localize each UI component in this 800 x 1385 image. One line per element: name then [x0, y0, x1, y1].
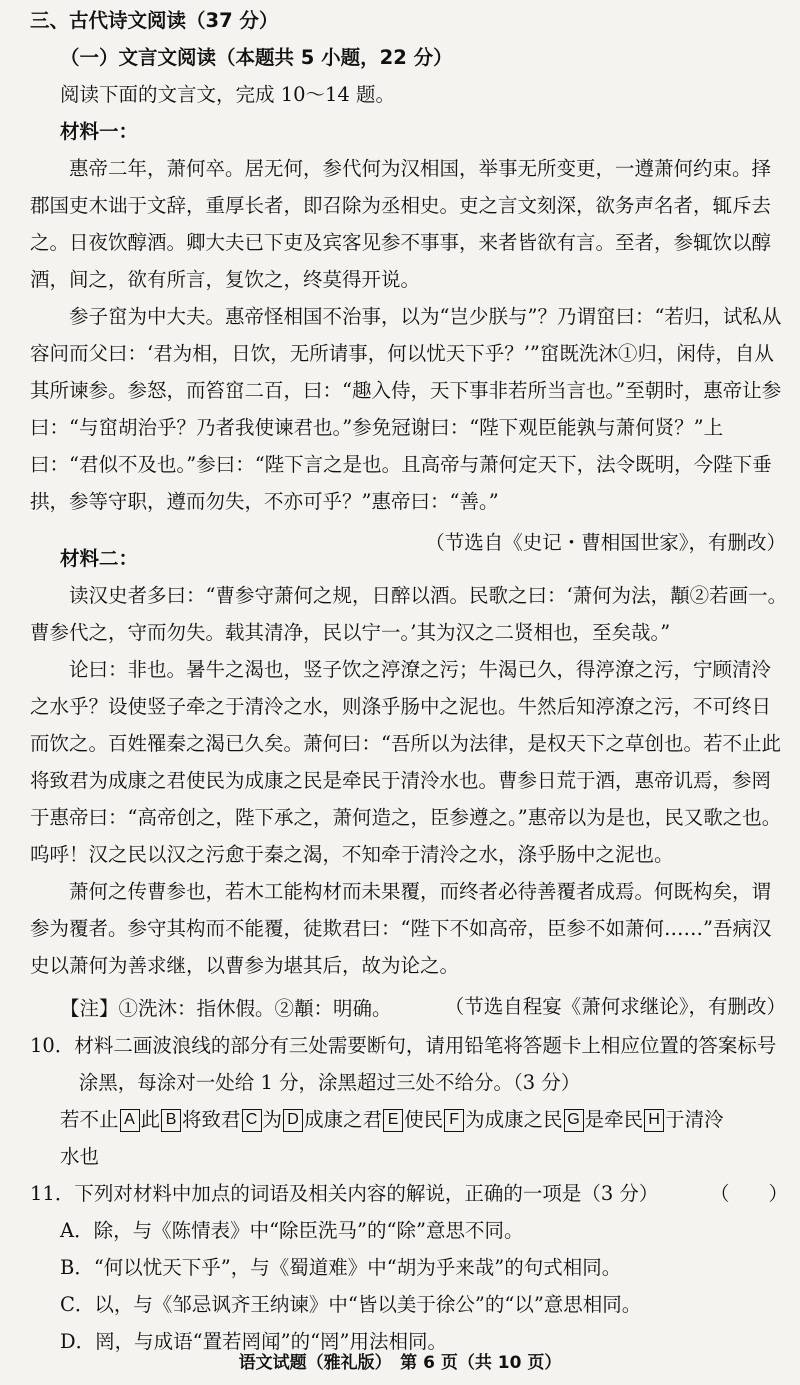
option-c: C．以，与《邹忌讽齐王纳谏》中“皆以美于徐公”的“以”意思相同。: [60, 1293, 642, 1316]
segment: 若不止: [60, 1108, 119, 1131]
answer-paren[interactable]: （ ）: [709, 1182, 788, 1205]
segment: 是牵民: [584, 1108, 644, 1131]
note-and-questions: [30, 990, 788, 1360]
sub-title: （一）文言文阅读（本题共 5 小题，22 分）: [60, 46, 453, 69]
segment: 为成康之民: [465, 1108, 563, 1131]
answer-box-c[interactable]: C: [242, 1109, 262, 1132]
question-10-answer-line: [30, 1101, 788, 1138]
answer-box-a[interactable]: A: [120, 1109, 140, 1132]
option-a: A．除，与《陈情表》中“除臣洗马”的“除”意思不同。: [60, 1219, 524, 1242]
answer-box-h[interactable]: H: [644, 1109, 664, 1132]
segment: 为: [262, 1108, 283, 1131]
segment: 此: [140, 1108, 161, 1131]
segment: 将致君: [182, 1108, 241, 1131]
material-one-label: 材料一：: [60, 120, 139, 143]
option-d: D．罔，与成语“置若罔闻”的“罔”用法相同。: [60, 1330, 448, 1353]
answer-box-f[interactable]: F: [444, 1109, 464, 1132]
question-10-answer-line-end: 水也: [60, 1145, 100, 1168]
question-11-text: 11．下列对材料中加点的词语及相关内容的解说，正确的一项是（3 分）: [30, 1182, 659, 1205]
material-one-paragraph: 惠帝二年，萧何卒。居无何，参代何为汉相国，举事无所变更，一遵萧何约束。择郡国吏木诎于文辞，重厚长者，即召除为丞相史。吏之言文刻深，欲务声名者，辄斥去之。日夜饮醇酒。卿大夫已下吏及宾客见参不事事，来者皆欲有言。至者，参辄饮以醇酒，间之，欲有所言，复饮之，终莫得开说。: [30, 157, 772, 291]
section-header: [30, 2, 788, 113]
question-11-row: [30, 1175, 788, 1212]
material-two-paragraph: 读汉史者多曰：“曹参守萧何之规，日醉以酒。民歌之曰：‘萧何为法，顜②若画一。曹参代之，守而勿失。载其清净，民以宁一。’其为汉之二贤相也，至矣哉。”: [30, 584, 788, 644]
answer-box-b[interactable]: B: [161, 1109, 181, 1132]
material-two-paragraph: 萧何之传曹参也，若木工能构材而未果覆，而终者必待善覆者成焉。何既构矣，谓参为覆者。参守其构而不能覆，徒欺君曰：“陛下不如高帝，臣参不如萧何……”吾病汉史以萧何为善求继，以曹参为堪其后，故为论之。: [30, 880, 772, 977]
material-two-paragraph: 论曰：非也。暑牛之渴也，竖子饮之渟潦之污；牛渴已久，得渟潦之污，宁顾清泠之水乎？设使竖子牵之于清泠之水，则涤乎肠中之泥也。牛然后知渟潦之污，不可终日而饮之。百姓罹秦之渴已久矣。萧何曰：“吾所以为法律，是权天下之草创也。若不止此将致君为成康之君使民为成康之民是牵民于清泠水也。曹参日荒于酒，惠帝讥焉，参罔于惠帝曰：“高帝创之，陛下承之，萧何造之，臣参遵之。”惠帝以为是也，民又歌之也。呜呼！汉之民以汉之污愈于秦之渴，不知牵于清泠之水，涤乎肠中之泥也。: [30, 658, 782, 866]
question-10-text: 10．材料二画波浪线的部分有三处需要断句，请用铅笔将答题卡上相应位置的答案标号涂黑，每涂对一处给 1 分，涂黑超过三处不给分。（3 分）: [30, 1034, 777, 1094]
material-two: [30, 540, 788, 1025]
segment: 于清泠: [665, 1108, 724, 1131]
material-one-source: （节选自《史记・曹相国世家》，有删改）: [425, 531, 786, 554]
segment: 使民: [404, 1108, 444, 1131]
segment: 成康之君: [304, 1108, 383, 1131]
material-one: [30, 113, 788, 561]
section-title: 三、古代诗文阅读（37 分）: [30, 9, 279, 32]
material-two-source: （节选自程宴《萧何求继论》，有删改）: [444, 995, 786, 1018]
material-two-label: 材料二：: [60, 547, 139, 570]
note: 【注】①洗沐：指休假。②顜：明确。: [60, 997, 392, 1020]
answer-box-d[interactable]: D: [283, 1109, 303, 1132]
answer-box-e[interactable]: E: [383, 1109, 403, 1132]
answer-box-g[interactable]: G: [564, 1109, 584, 1132]
instruction: 阅读下面的文言文，完成 10～14 题。: [60, 83, 396, 106]
material-one-paragraph: 参子窋为中大夫。惠帝怪相国不治事，以为“岂少朕与”？乃谓窋曰：“若归，试私从容问而父曰：‘君为相，日饮，无所请事，何以忧天下乎？’”窋既洗沐①归，闲侍，自从其所谏参。参怒，而笞窋二百，曰：“趣入侍，天下事非若所当言也。”至朝时，惠帝让参曰：“与窋胡治乎？乃者我使谏君也。”参免冠谢曰：“陛下观臣能孰与萧何贤？”上曰：“君似不及也。”参曰：“陛下言之是也。且高帝与萧何定天下，法令既明，今陛下垂拱，参等守职，遵而勿失，不亦可乎？”惠帝曰：“善。”: [30, 305, 782, 513]
page-footer: 语文试题（雅礼版） 第 6 页（共 10 页）: [238, 1353, 562, 1373]
option-b: B．“何以忧天下乎”，与《蜀道难》中“胡为乎来哉”的句式相同。: [60, 1256, 622, 1279]
